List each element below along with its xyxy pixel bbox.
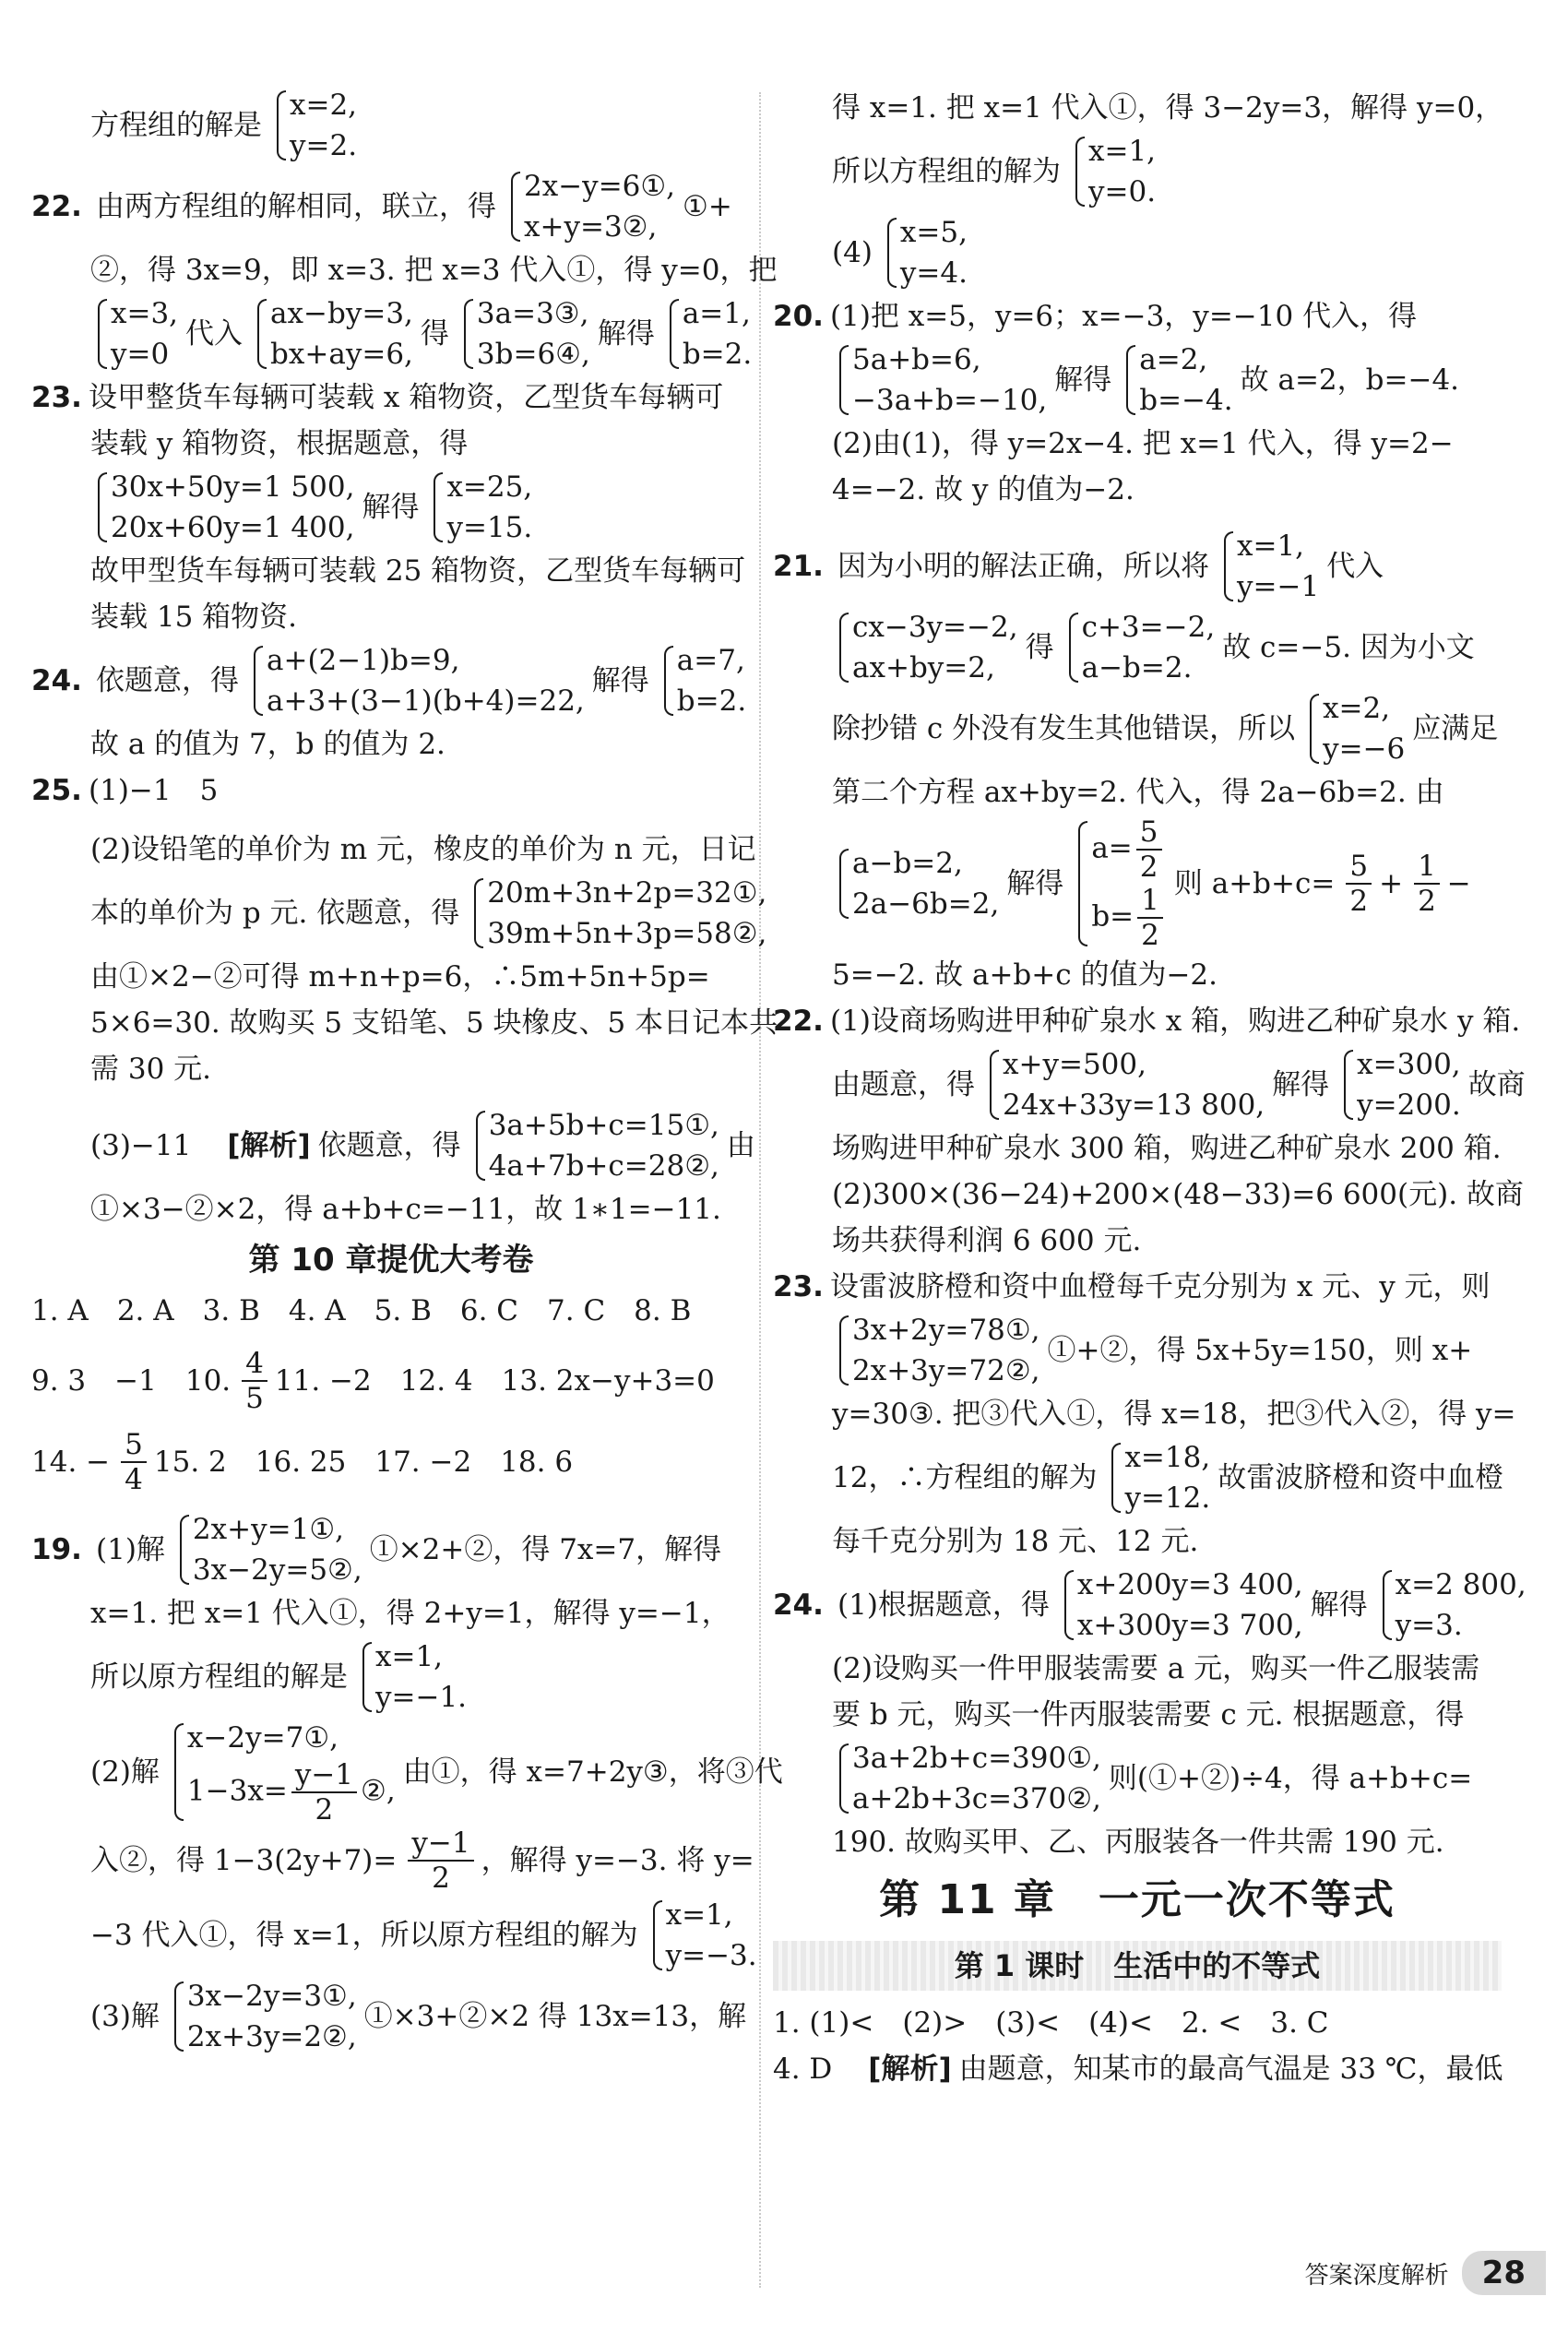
text: 故 a=2，b=−4.	[1240, 363, 1460, 397]
equation-system	[837, 339, 1047, 421]
denominator: 2	[315, 1793, 334, 1826]
eq-row: a−b=2,	[852, 847, 963, 880]
text: 因为小明的解法正确，所以将	[837, 550, 1209, 583]
text: 得	[420, 317, 449, 351]
text-line: (2)设铅笔的单价为 m 元，橡皮的单价为 n 元，日记	[90, 833, 756, 866]
fraction	[291, 1758, 357, 1826]
text: 解得	[1054, 363, 1112, 397]
text-line	[31, 1636, 751, 1718]
question-number: 24.	[773, 1588, 824, 1622]
eq-row: b=2.	[682, 338, 753, 371]
eq-row: a−b=2.	[1081, 651, 1193, 684]
text: 所以原方程组的解是	[90, 1660, 348, 1694]
eq-row: 3x+2y=78①,	[852, 1314, 1040, 1347]
question-number: 22.	[773, 1005, 824, 1038]
eq-row: y=−3.	[665, 1939, 757, 1972]
eq-row: 2x+3y=72②,	[852, 1354, 1040, 1387]
page-footer	[1305, 2251, 1546, 2295]
equation-system	[1076, 815, 1167, 952]
eq-row: x=2,	[290, 89, 358, 122]
lesson-banner: 第 1 课时 生活中的不等式	[773, 1941, 1502, 1991]
text: 解得	[597, 317, 655, 351]
text-line: ①×3−②×2，得 a+b+c=−11，故 1∗1=−11.	[90, 1193, 721, 1226]
denominator: 2	[1418, 885, 1436, 918]
equation-system	[837, 1310, 1039, 1391]
equation-system	[361, 1636, 467, 1718]
equation-system	[668, 293, 752, 375]
equation-system	[172, 1718, 396, 1826]
numerator: 1	[1414, 850, 1440, 885]
text-line	[31, 1105, 755, 1186]
question-number: 23.	[31, 381, 82, 414]
text: ②,	[361, 1774, 396, 1808]
text: ①+②，得 5x+5y=150，则 x+	[1047, 1334, 1473, 1367]
fraction	[1136, 815, 1162, 884]
text: ①×3+②×2 得 13x=13，解	[363, 2000, 747, 2033]
denominator: 2	[432, 1862, 450, 1895]
equation-system	[837, 1738, 1101, 1819]
text: (3)解	[90, 2000, 160, 2033]
spacer	[31, 1415, 751, 1428]
text: 故雷波脐橙和资中血橙	[1218, 1461, 1504, 1494]
numerator: 1	[1137, 884, 1163, 919]
text: 设雷波脐橙和资中血橙每千克分别为 x 元、y 元，则	[830, 1270, 1491, 1303]
text-line: 由①×2−②可得 m+n+p=6，∴5m+5n+5p=	[90, 960, 710, 993]
text-line: 5=−2. 故 a+b+c 的值为−2.	[832, 958, 1218, 992]
text-line: 5×6=30. 故购买 5 支铅笔、5 块橡皮、5 本日记本共	[90, 1006, 778, 1040]
text: 解得	[1272, 1068, 1330, 1101]
eq-row: y=15.	[446, 511, 533, 544]
equation-system	[96, 293, 178, 375]
text: 故 c=−5. 因为小文	[1222, 631, 1475, 664]
text: (1)根据题意，得	[837, 1588, 1050, 1622]
eq-row: 2x−y=6①,	[524, 170, 676, 203]
equation-system	[252, 640, 585, 721]
text: −	[1446, 867, 1471, 900]
question-24	[31, 640, 751, 721]
eq-row: x=25,	[446, 470, 533, 504]
text: 由	[726, 1129, 755, 1162]
eq-row: ax+by=2,	[852, 651, 995, 684]
text-line	[31, 293, 751, 375]
text: 得	[1025, 631, 1054, 664]
text-line	[31, 873, 767, 954]
text-line: 190. 故购买甲、乙、丙服装各一件共需 190 元.	[832, 1826, 1444, 1859]
text-line: 得 x=1. 把 x=1 代入①，得 3−2y=3，解得 y=0，	[832, 91, 1504, 125]
question-number: 25.	[31, 774, 82, 807]
text: 则 a+b+c=	[1173, 867, 1336, 900]
text-line: (2)设购买一件甲服装需要 a 元，购买一件乙服装需	[832, 1652, 1480, 1685]
equation-system	[1074, 131, 1156, 212]
eq-row: 30x+50y=1 500,	[111, 470, 355, 504]
text-line: y=30③. 把③代入①，得 x=18，把③代入②，得 y=	[832, 1398, 1516, 1431]
denominator: 4	[125, 1463, 143, 1496]
numerator: y−1	[408, 1826, 473, 1862]
text-line: (2)300×(36−24)+200×(48−33)=6 600(元). 故商	[832, 1178, 1524, 1211]
text: 解得	[591, 664, 649, 697]
fraction	[121, 1428, 147, 1496]
text: (4)	[832, 236, 873, 269]
eq-row: a=1,	[682, 297, 751, 330]
eq-row: y=2.	[290, 129, 358, 162]
text: 解得	[1310, 1588, 1368, 1622]
text: 14. −	[31, 1446, 111, 1479]
equation-system	[1063, 1565, 1303, 1646]
text: (3)−11	[90, 1129, 220, 1162]
text-line	[31, 1976, 751, 2057]
text-line	[773, 1738, 1502, 1819]
text-line: 场共获得利润 6 600 元.	[832, 1224, 1142, 1257]
equation-system	[1222, 526, 1319, 607]
question-21	[773, 526, 1502, 607]
text: 入②，得 1−3(2y+7)=	[90, 1844, 398, 1877]
text: b=	[1091, 899, 1134, 934]
equation-system	[837, 607, 1018, 688]
eq-row: 4a+7b+c=28②,	[488, 1149, 719, 1183]
eq-row: y=12.	[1124, 1481, 1211, 1515]
numerator: y−1	[291, 1758, 357, 1793]
text: 1−3x=	[186, 1774, 288, 1808]
numerator: 5	[1346, 850, 1372, 885]
text: (1)把 x=5，y=6；x=−3，y=−10 代入，得	[830, 300, 1418, 333]
eq-row: x=18,	[1124, 1441, 1211, 1474]
spacer	[31, 814, 751, 827]
text: 代入	[185, 317, 244, 351]
equation-system	[1110, 1437, 1210, 1518]
text-line: 要 b 元，购买一件丙服装需要 c 元. 根据题意，得	[832, 1698, 1465, 1731]
text-line: (2)由(1)，得 y=2x−4. 把 x=1 代入，得 y=2−	[832, 427, 1454, 460]
eq-row: x=1,	[665, 1898, 733, 1932]
equation-system	[1124, 339, 1232, 421]
text: 由题意，知某市的最高气温是 33 ℃，最低	[958, 2052, 1503, 2086]
equation-system	[1308, 688, 1405, 769]
section-title: 第 10 章提优大考卷	[248, 1242, 534, 1279]
equation-system	[1067, 607, 1216, 688]
text: 本的单价为 p 元. 依题意，得	[90, 897, 460, 930]
eq-row: x+y=500,	[1003, 1048, 1146, 1081]
eq-row	[1091, 884, 1167, 952]
page-number: 28	[1462, 2251, 1546, 2295]
text: 由两方程组的解相同，联立，得	[96, 190, 496, 223]
analysis-tag: [解析]	[868, 2052, 952, 2086]
question-number: 20.	[773, 300, 824, 333]
answer-row: 1. A 2. A 3. B 4. A 5. B 6. C 7. C 8. B	[31, 1294, 692, 1327]
eq-row: y=0.	[1088, 175, 1157, 208]
eq-row: y=−1	[1237, 570, 1320, 603]
equation-system	[96, 467, 354, 548]
equation-system	[1381, 1565, 1526, 1646]
eq-row: a=2,	[1139, 343, 1208, 376]
text: 方程组的解是	[90, 109, 262, 142]
eq-row: a=7,	[676, 644, 745, 677]
text-line: 装载 15 箱物资.	[90, 601, 298, 634]
text: ，解得 y=−3. 将 y=	[481, 1844, 754, 1877]
question-23	[31, 375, 751, 421]
question-number: 21.	[773, 550, 824, 583]
eq-row: x=3,	[111, 297, 179, 330]
eq-row: x+y=3②,	[524, 210, 658, 244]
text-line: 需 30 元.	[90, 1053, 212, 1086]
text: 15. 2 16. 25 17. −2 18. 6	[153, 1446, 574, 1479]
text-line	[31, 1826, 754, 1895]
text: 所以方程组的解为	[832, 155, 1061, 188]
question-20	[773, 293, 1502, 339]
answer-line	[31, 85, 751, 166]
eq-row: bx+ay=6,	[270, 338, 413, 371]
text: ①+	[683, 190, 732, 223]
eq-row: x+200y=3 400,	[1076, 1568, 1303, 1601]
eq-row: y=−6	[1323, 732, 1406, 766]
eq-row: 2a−6b=2,	[852, 887, 1000, 921]
equation-system	[662, 640, 746, 721]
equation-system	[275, 85, 357, 166]
fraction	[1414, 850, 1440, 918]
equation-system	[255, 293, 413, 375]
eq-row: 3b=6④,	[476, 338, 590, 371]
text: 4. D	[773, 2052, 861, 2086]
answer-row: 1. (1)< (2)> (3)< (4)< 2. < 3. C	[773, 2006, 1329, 2040]
text-line	[773, 1437, 1502, 1518]
spacer	[773, 513, 1502, 526]
equation-system	[472, 873, 766, 954]
equation-system	[509, 166, 675, 247]
footer-label: 答案深度解析	[1304, 2261, 1449, 2290]
eq-row: y=−1.	[375, 1681, 468, 1714]
text-line	[773, 1044, 1526, 1125]
text: ①×2+②，得 7x=7，解得	[369, 1533, 722, 1566]
equation-system	[178, 1509, 362, 1590]
text-line	[773, 688, 1502, 769]
column-divider	[759, 92, 761, 2288]
text: −3 代入①，得 x=1，所以原方程组的解为	[90, 1919, 638, 1952]
text: 故商	[1467, 1068, 1526, 1101]
eq-row	[187, 1758, 396, 1826]
eq-row: a+2b+3c=370②,	[852, 1782, 1101, 1815]
eq-row: 2x+y=1①,	[192, 1513, 344, 1546]
text-line	[773, 1310, 1502, 1391]
eq-row: x−2y=7①,	[186, 1721, 339, 1755]
eq-row: 3a+2b+c=390①,	[852, 1742, 1101, 1775]
eq-row: b=2.	[676, 684, 747, 718]
text-line: 4=−2. 故 y 的值为−2.	[832, 473, 1134, 506]
denominator: 2	[1139, 851, 1158, 884]
eq-row: 5a+b=6,	[852, 343, 981, 376]
text: 代入	[1326, 550, 1384, 583]
fraction	[1137, 884, 1163, 952]
equation-system	[474, 1105, 719, 1186]
text: (1)解	[96, 1533, 165, 1566]
text: a=	[1091, 831, 1133, 865]
text-line: 装载 y 箱物资，根据题意，得	[90, 427, 469, 460]
text: 除抄错 c 外没有发生其他错误，所以	[832, 712, 1296, 745]
eq-row: y=3.	[1395, 1609, 1463, 1642]
denominator: 2	[1349, 885, 1369, 918]
question-number: 22.	[31, 190, 82, 223]
text: (1)−1 5	[89, 774, 219, 807]
eq-row: 20x+60y=1 400,	[111, 511, 355, 544]
answer-row	[31, 1428, 751, 1496]
text-line	[31, 1718, 783, 1826]
eq-row: x=2 800,	[1395, 1568, 1526, 1601]
eq-row: x=1,	[1088, 135, 1157, 168]
text: 解得	[362, 491, 420, 524]
numerator: 5	[1136, 815, 1162, 851]
eq-row: 3a=3③,	[476, 297, 589, 330]
eq-row: 24x+33y=13 800,	[1003, 1089, 1265, 1122]
spacer	[31, 1334, 751, 1347]
fraction	[1346, 850, 1372, 918]
eq-row: y=200.	[1357, 1089, 1461, 1122]
text: 则(①+②)÷4，得 a+b+c=	[1108, 1762, 1473, 1795]
right-column	[773, 85, 1526, 2092]
fraction	[242, 1347, 267, 1415]
question-number: 24.	[31, 664, 82, 697]
text: 依题意，得	[317, 1129, 461, 1162]
text-line	[773, 131, 1502, 212]
equation-system	[462, 293, 590, 375]
text: 12，∴方程组的解为	[832, 1461, 1098, 1494]
eq-row: a+(2−1)b=9,	[267, 644, 460, 677]
question-23	[773, 1264, 1502, 1310]
question-number: 23.	[773, 1270, 824, 1303]
eq-row: y=0	[111, 338, 170, 371]
question-22	[773, 998, 1521, 1044]
text-line: 故甲型货车每辆可装载 25 箱物资，乙型货车每辆可	[90, 554, 746, 588]
eq-row: cx−3y=−2,	[852, 611, 1018, 644]
text: 依题意，得	[96, 664, 239, 697]
text: 由题意，得	[832, 1068, 975, 1101]
equation-system	[172, 1976, 357, 2057]
equation-system	[651, 1895, 757, 1976]
question-22	[31, 166, 751, 247]
eq-row: x+300y=3 700,	[1076, 1609, 1303, 1642]
answer-row	[773, 2046, 1502, 2092]
eq-row: x=300,	[1357, 1048, 1461, 1081]
text-line: ②，得 3x=9，即 x=3. 把 x=3 代入①，得 y=0，把	[90, 254, 778, 287]
fraction	[408, 1826, 473, 1895]
eq-row	[1091, 815, 1167, 884]
eq-row: x=1,	[1237, 529, 1305, 563]
text-line	[31, 467, 751, 548]
denominator: 5	[245, 1382, 264, 1415]
eq-row: x=2,	[1323, 692, 1391, 725]
answer-row	[31, 1347, 751, 1415]
eq-row: x=5,	[899, 216, 968, 249]
eq-row: x=1,	[375, 1640, 444, 1673]
equation-system	[432, 467, 532, 548]
equation-system	[988, 1044, 1265, 1125]
text-line: 故 a 的值为 7，b 的值为 2.	[90, 728, 445, 761]
text: 应满足	[1412, 712, 1499, 745]
analysis-tag: [解析]	[227, 1129, 311, 1162]
text-line: 每千克分别为 18 元、12 元.	[832, 1525, 1199, 1558]
text-line: x=1. 把 x=1 代入①，得 2+y=1，解得 y=−1，	[90, 1597, 731, 1630]
text-line	[773, 339, 1502, 421]
text: 设甲整货车每辆可装载 x 箱物资，乙型货车每辆可	[89, 381, 724, 414]
text-line	[773, 607, 1502, 688]
text-line	[773, 212, 1502, 293]
eq-row: a+3+(3−1)(b+4)=22,	[267, 684, 585, 718]
eq-row: ax−by=3,	[270, 297, 413, 330]
spacer	[31, 1092, 751, 1105]
text: (2)解	[90, 1755, 160, 1789]
equation-system	[885, 212, 968, 293]
eq-row: 3x−2y=3①,	[186, 1980, 357, 2013]
equation-system	[837, 843, 999, 924]
spacer	[31, 1496, 751, 1509]
eq-row: −3a+b=−10,	[852, 384, 1048, 417]
equation-system	[1342, 1044, 1461, 1125]
eq-row: c+3=−2,	[1081, 611, 1216, 644]
denominator: 2	[1141, 919, 1159, 952]
eq-row: 39m+5n+3p=58②,	[487, 917, 767, 950]
eq-row: 3a+5b+c=15①,	[488, 1109, 719, 1142]
eq-row: y=4.	[899, 256, 968, 290]
numerator: 5	[121, 1428, 147, 1463]
text-line: 场购进甲种矿泉水 300 箱，购进乙种矿泉水 200 箱.	[832, 1132, 1502, 1165]
text: +	[1379, 867, 1404, 900]
text-line	[773, 815, 1502, 952]
eq-row: 3x−2y=5②,	[192, 1553, 362, 1587]
eq-row: 2x+3y=2②,	[186, 2020, 357, 2053]
text: 9. 3 −1 10.	[31, 1364, 232, 1398]
text: 解得	[1006, 867, 1064, 900]
left-column	[31, 85, 783, 2057]
text-line	[31, 1895, 757, 1976]
text: (1)设商场购进甲种矿泉水 x 箱，购进乙种矿泉水 y 箱.	[830, 1005, 1521, 1038]
question-19	[31, 1509, 751, 1590]
question-number: 19.	[31, 1533, 82, 1566]
eq-row: 20m+3n+2p=32①,	[487, 876, 767, 910]
chapter-title: 第 11 章 一元一次不等式	[879, 1876, 1396, 1923]
question-24	[773, 1565, 1526, 1646]
numerator: 4	[242, 1347, 267, 1382]
text-line: 第二个方程 ax+by=2. 代入，得 2a−6b=2. 由	[832, 776, 1444, 809]
question-25	[31, 767, 751, 814]
text: 11. −2 12. 4 13. 2x−y+3=0	[274, 1364, 715, 1398]
text: 由①，得 x=7+2y③，将③代	[402, 1755, 783, 1789]
eq-row: b=−4.	[1139, 384, 1233, 417]
